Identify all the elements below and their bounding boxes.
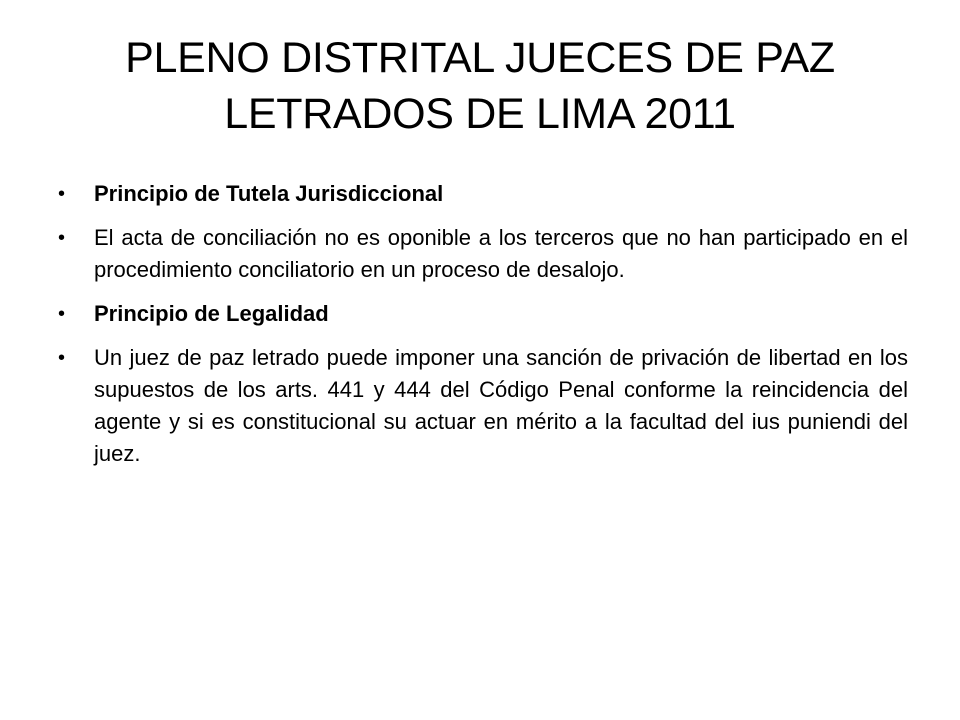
slide-title-line-2: LETRADOS DE LIMA 2011 [224,90,736,138]
bullet-item-acta-conciliacion [58,222,908,286]
bullet-icon: • [58,303,66,325]
bullet-item-tutela-heading [58,178,908,210]
bullet-text: Principio de Tutela Jurisdiccional [94,181,444,206]
slide-title [60,30,900,142]
bullet-icon: • [58,183,66,205]
bullet-icon: • [58,227,66,249]
slide-title-line-1: PLENO DISTRITAL JUECES DE PAZ [125,34,835,82]
bullet-item-juez-paz-sancion [58,342,908,470]
bullet-text: El acta de conciliación no es oponible a los terceros que no han participado en el procedimiento conciliatorio en un proceso de desalojo. [94,225,908,282]
bullet-item-legalidad-heading [58,298,908,330]
bullet-text: Principio de Legalidad [94,301,329,326]
bullet-text: Un juez de paz letrado puede imponer una sanción de privación de libertad en los supuestos de los arts. 441 y 444 del Código Penal conforme la reincidencia del agente y si es constitucional su actuar en mérito a la facultad del ius puniendi del juez. [94,345,908,466]
bullet-icon: • [58,347,66,369]
bullet-list [58,178,908,482]
